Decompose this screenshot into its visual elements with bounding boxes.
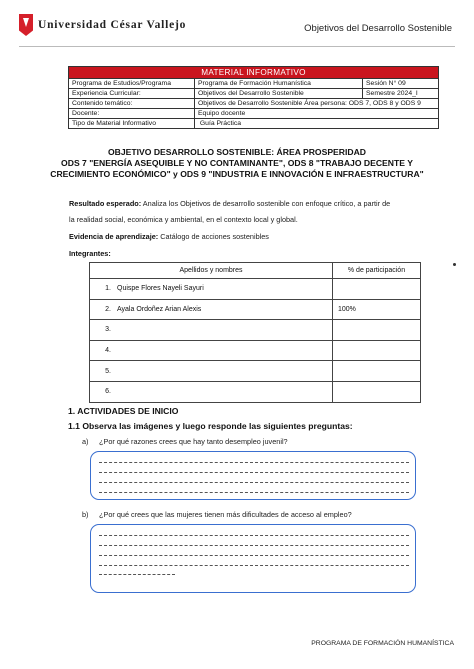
info-cell: Equipo docente bbox=[195, 109, 439, 119]
member-pct-cell[interactable]: 100% bbox=[333, 299, 421, 320]
members-table bbox=[89, 262, 421, 403]
header-divider bbox=[19, 46, 455, 47]
subsection-heading: 1.1 Observa las imágenes y luego responde las siguientes preguntas: bbox=[68, 421, 353, 431]
section-heading: 1. ACTIVIDADES DE INICIO bbox=[68, 406, 179, 416]
answer-line bbox=[99, 565, 409, 566]
title-line-3: CRECIMIENTO ECONÓMICO" y ODS 9 "INDUSTRIA E INNOVACIÓN E INFRAESTRUCTURA" bbox=[50, 169, 424, 179]
question-b bbox=[82, 510, 352, 519]
question-a bbox=[82, 437, 288, 446]
answer-line bbox=[99, 472, 409, 473]
member-name-cell[interactable] bbox=[90, 299, 333, 320]
answer-line bbox=[99, 545, 409, 546]
member-pct-cell[interactable] bbox=[333, 279, 421, 300]
answer-line bbox=[99, 574, 175, 575]
answer-line bbox=[99, 535, 409, 536]
info-cell: Programa de Estudios/Programa bbox=[69, 79, 195, 89]
question-a-label: a) bbox=[82, 437, 89, 446]
evidencia-label: Evidencia de aprendizaje: bbox=[69, 232, 159, 241]
material-info-table bbox=[68, 66, 439, 129]
info-cell: Semestre 2024_I bbox=[363, 89, 439, 99]
member-pct-cell[interactable] bbox=[333, 340, 421, 361]
resultado-label: Resultado esperado: bbox=[69, 199, 142, 208]
evidencia-aprendizaje bbox=[69, 232, 269, 241]
member-pct-cell[interactable] bbox=[333, 361, 421, 382]
info-cell: Programa de Formación Humanística bbox=[195, 79, 363, 89]
row-number: 1. bbox=[105, 285, 111, 293]
member-pct-cell[interactable] bbox=[333, 320, 421, 341]
table-row bbox=[90, 381, 421, 402]
university-name: Universidad César Vallejo bbox=[38, 19, 187, 31]
title-line-2: ODS 7 "ENERGÍA ASEQUIBLE Y NO CONTAMINANTE", ODS 8 "TRABAJO DECENTE Y bbox=[61, 158, 413, 168]
table-row bbox=[90, 279, 421, 300]
member-name: Ayala Ordoñez Arian Alexis bbox=[117, 305, 202, 313]
resultado-text-1: Analiza los Objetivos de desarrollo sostenible con enfoque crítico, a partir de bbox=[141, 199, 391, 208]
member-name-cell[interactable] bbox=[90, 340, 333, 361]
members-header-row bbox=[90, 263, 421, 279]
row-number: 2. bbox=[105, 305, 111, 313]
column-header-participation: % de participación bbox=[333, 263, 421, 279]
row-number: 6. bbox=[105, 388, 111, 396]
info-row bbox=[69, 99, 439, 109]
header-title: Objetivos del Desarrollo Sostenible bbox=[304, 23, 452, 34]
member-name-cell[interactable] bbox=[90, 279, 333, 300]
info-cell: Experiencia Curricular: bbox=[69, 89, 195, 99]
university-logo bbox=[19, 14, 186, 36]
row-number: 4. bbox=[105, 347, 111, 355]
question-b-text: ¿Por qué crees que las mujeres tienen más dificultades de acceso al empleo? bbox=[99, 510, 352, 519]
info-cell: Docente: bbox=[69, 109, 195, 119]
info-row bbox=[69, 119, 439, 129]
answer-box-b[interactable] bbox=[90, 524, 416, 593]
table-row bbox=[90, 361, 421, 382]
integrantes-label bbox=[69, 249, 111, 258]
evidencia-text: Catálogo de acciones sostenibles bbox=[158, 232, 269, 241]
member-name-cell[interactable] bbox=[90, 381, 333, 402]
column-header-names: Apellidos y nombres bbox=[90, 263, 333, 279]
table-row bbox=[90, 320, 421, 341]
answer-line bbox=[99, 555, 409, 556]
question-b-label: b) bbox=[82, 510, 89, 519]
table-row bbox=[90, 340, 421, 361]
answer-line bbox=[99, 482, 409, 483]
member-name-cell[interactable] bbox=[90, 361, 333, 382]
table-row bbox=[90, 299, 421, 320]
info-row bbox=[69, 109, 439, 119]
info-row bbox=[69, 79, 439, 89]
integrantes-label-text: Integrantes: bbox=[69, 249, 111, 258]
ucv-shield-icon bbox=[19, 14, 33, 36]
footer-text: PROGRAMA DE FORMACIÓN HUMANÍSTICA bbox=[311, 640, 454, 647]
member-name-cell[interactable] bbox=[90, 320, 333, 341]
member-name: Quispe Flores Nayeli Sayuri bbox=[117, 285, 204, 293]
member-pct-cell[interactable] bbox=[333, 381, 421, 402]
answer-line bbox=[99, 462, 409, 463]
row-number: 3. bbox=[105, 326, 111, 334]
info-cell: Contenido temático: bbox=[69, 99, 195, 109]
info-cell: Objetivos del Desarrollo Sostenible bbox=[195, 89, 363, 99]
info-cell: Objetivos de Desarrollo Sostenible Área persona: ODS 7, ODS 8 y ODS 9 bbox=[195, 99, 439, 109]
info-table-heading: MATERIAL INFORMATIVO bbox=[69, 67, 439, 79]
answer-box-a[interactable] bbox=[90, 451, 416, 500]
info-cell: Sesión N° 09 bbox=[363, 79, 439, 89]
row-number: 5. bbox=[105, 367, 111, 375]
stray-bullet bbox=[453, 263, 456, 266]
info-row bbox=[69, 89, 439, 99]
answer-line bbox=[99, 492, 409, 493]
info-cell: Guía Práctica bbox=[195, 119, 439, 129]
resultado-esperado bbox=[69, 199, 390, 208]
resultado-text-2: la realidad social, económica y ambiental, en el contexto local y global. bbox=[69, 215, 298, 224]
title-line-1: OBJETIVO DESARROLLO SOSTENIBLE: ÁREA PROSPERIDAD bbox=[108, 147, 366, 157]
info-cell: Tipo de Material Informativo bbox=[69, 119, 195, 129]
question-a-text: ¿Por qué razones crees que hay tanto desempleo juvenil? bbox=[99, 437, 288, 446]
